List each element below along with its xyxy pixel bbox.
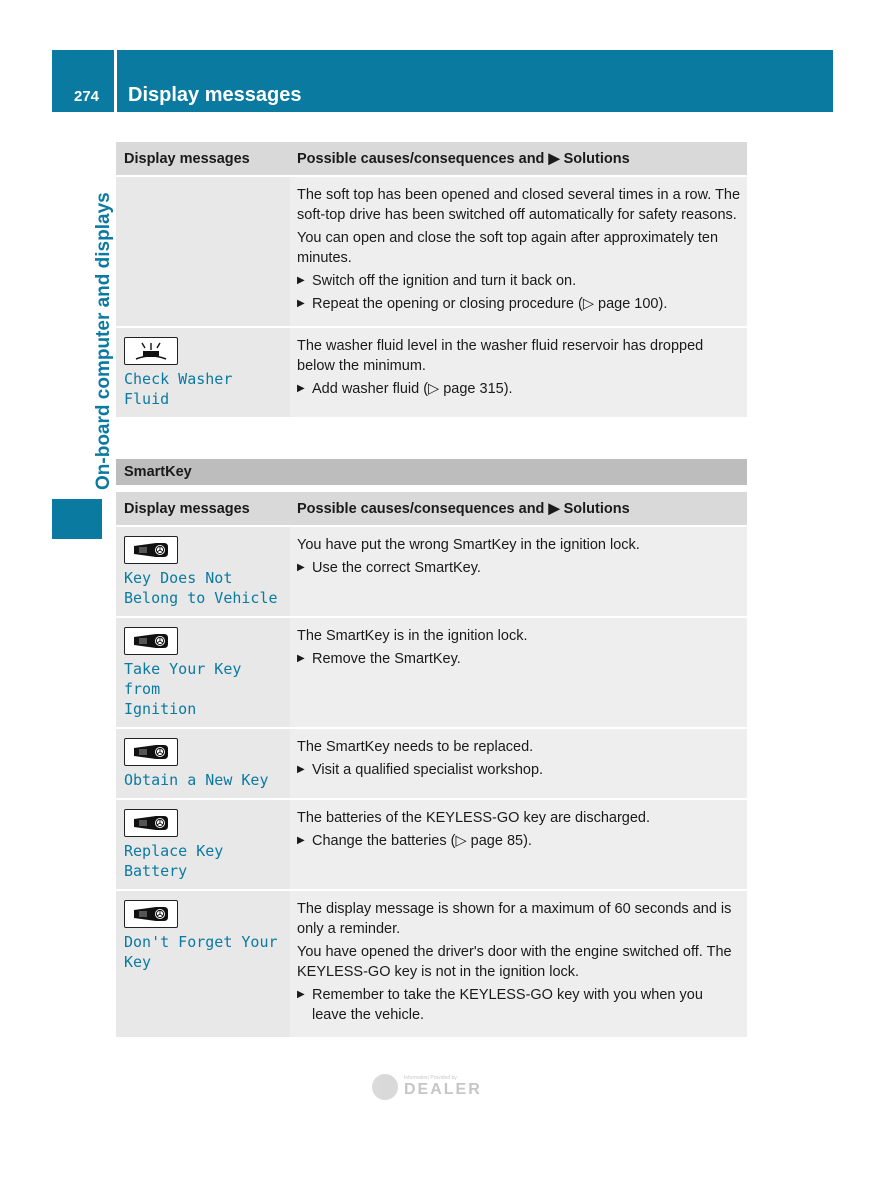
display-message-cell <box>116 800 290 889</box>
display-message-text: Don't Forget Your Key <box>124 933 278 971</box>
display-message-cell <box>116 891 290 1037</box>
display-message-text: Replace Key Battery <box>124 842 224 880</box>
display-message-cell <box>116 177 290 326</box>
cause-paragraph: The SmartKey needs to be replaced. <box>297 739 534 755</box>
step-arrow-icon: ▶ <box>297 653 305 664</box>
solution-step-text: Switch off the ignition and turn it back on. <box>312 273 577 289</box>
display-messages-table-2 <box>116 492 747 1037</box>
table-row <box>116 889 747 1037</box>
cause-paragraph: You have opened the driver's door with the engine switched off. The KEYLESS-GO key is not in the ignition lock. <box>297 944 732 980</box>
step-arrow-icon: ▶ <box>297 764 305 775</box>
display-message-cell <box>116 729 290 798</box>
solution-step-text: Use the correct SmartKey. <box>312 560 481 576</box>
solution-step <box>297 649 741 669</box>
step-arrow-icon: ▶ <box>297 835 305 846</box>
causes-solutions-cell <box>290 729 747 798</box>
cause-paragraph: The display message is shown for a maximum of 60 seconds and is only a reminder. <box>297 901 732 937</box>
step-arrow-icon: ▶ <box>297 989 305 1000</box>
display-message-text: Key Does Not Belong to Vehicle <box>124 569 278 607</box>
table-row <box>116 616 747 727</box>
solution-step-text: Change the batteries (▷ page 85). <box>312 833 532 849</box>
solution-step <box>297 831 741 851</box>
solution-step-text: Add washer fluid (▷ page 315). <box>312 381 513 397</box>
display-message-cell <box>116 618 290 727</box>
table-row <box>116 175 747 326</box>
logo-caption: Information Provided by: <box>404 1075 459 1081</box>
header-separator <box>114 50 117 112</box>
smartkey-icon <box>124 738 178 766</box>
causes-solutions-cell <box>290 177 747 326</box>
step-arrow-icon: ▶ <box>297 562 305 573</box>
solution-step <box>297 379 741 399</box>
smartkey-icon <box>124 809 178 837</box>
cause-paragraph: The batteries of the KEYLESS-GO key are discharged. <box>297 810 651 826</box>
solution-step-text: Visit a qualified specialist workshop. <box>312 762 544 778</box>
section-title-smartkey: SmartKey <box>116 459 747 485</box>
cause-paragraph: The SmartKey is in the ignition lock. <box>297 628 528 644</box>
cause-paragraph: The washer fluid level in the washer fluid reservoir has dropped below the minimum. <box>297 338 704 374</box>
table-header-row <box>116 142 747 175</box>
solution-step <box>297 760 741 780</box>
page-title: Display messages <box>128 84 302 106</box>
solution-step <box>297 271 741 291</box>
display-message-cell <box>116 328 290 417</box>
table-row <box>116 525 747 616</box>
side-tab-label: On-board computer and displays <box>93 192 114 490</box>
solution-step <box>297 558 741 578</box>
cause-paragraph: You can open and close the soft top again after approximately ten minutes. <box>297 230 719 266</box>
column-header-causes-solutions: Possible causes/consequences and ▶ Solutions <box>290 142 747 175</box>
column-header-display-messages: Display messages <box>124 501 250 517</box>
cause-paragraph: The soft top has been opened and closed several times in a row. The soft-top drive has been switched off automatically for safety reasons. <box>297 187 741 223</box>
step-arrow-icon: ▶ <box>297 298 305 309</box>
causes-solutions-cell <box>290 800 747 889</box>
solution-step-text: Repeat the opening or closing procedure (▷ page 100). <box>312 296 668 312</box>
dealer-logo <box>372 1074 482 1100</box>
smartkey-icon <box>124 900 178 928</box>
display-message-text: Check Washer Fluid <box>124 370 233 408</box>
table-header-row <box>116 492 747 525</box>
side-tab-marker <box>52 499 102 539</box>
solution-step-text: Remember to take the KEYLESS-GO key with you when you leave the vehicle. <box>312 987 703 1023</box>
step-arrow-icon: ▶ <box>297 383 305 394</box>
solution-step <box>297 294 741 314</box>
solution-step <box>297 985 741 1025</box>
solution-step-text: Remove the SmartKey. <box>312 651 461 667</box>
column-header-causes-solutions: Possible causes/consequences and ▶ Solutions <box>290 492 747 525</box>
washer-fluid-icon <box>124 337 178 365</box>
table-row <box>116 727 747 798</box>
causes-solutions-cell <box>290 328 747 417</box>
table-row <box>116 326 747 417</box>
page-number: 274 <box>74 88 100 105</box>
display-message-text: Obtain a New Key <box>124 771 269 789</box>
column-header-display-messages: Display messages <box>124 151 250 167</box>
logo-emblem-icon <box>372 1074 398 1100</box>
causes-solutions-cell <box>290 891 747 1037</box>
display-message-text: Take Your Key from Ignition <box>124 660 242 718</box>
smartkey-icon <box>124 536 178 564</box>
display-message-cell <box>116 527 290 616</box>
cause-paragraph: You have put the wrong SmartKey in the ignition lock. <box>297 537 640 553</box>
causes-solutions-cell <box>290 618 747 727</box>
table-row <box>116 798 747 889</box>
display-messages-table-1 <box>116 142 747 417</box>
step-arrow-icon: ▶ <box>297 275 305 286</box>
smartkey-icon <box>124 627 178 655</box>
logo-wordmark: DEALER <box>404 1081 482 1098</box>
causes-solutions-cell <box>290 527 747 616</box>
